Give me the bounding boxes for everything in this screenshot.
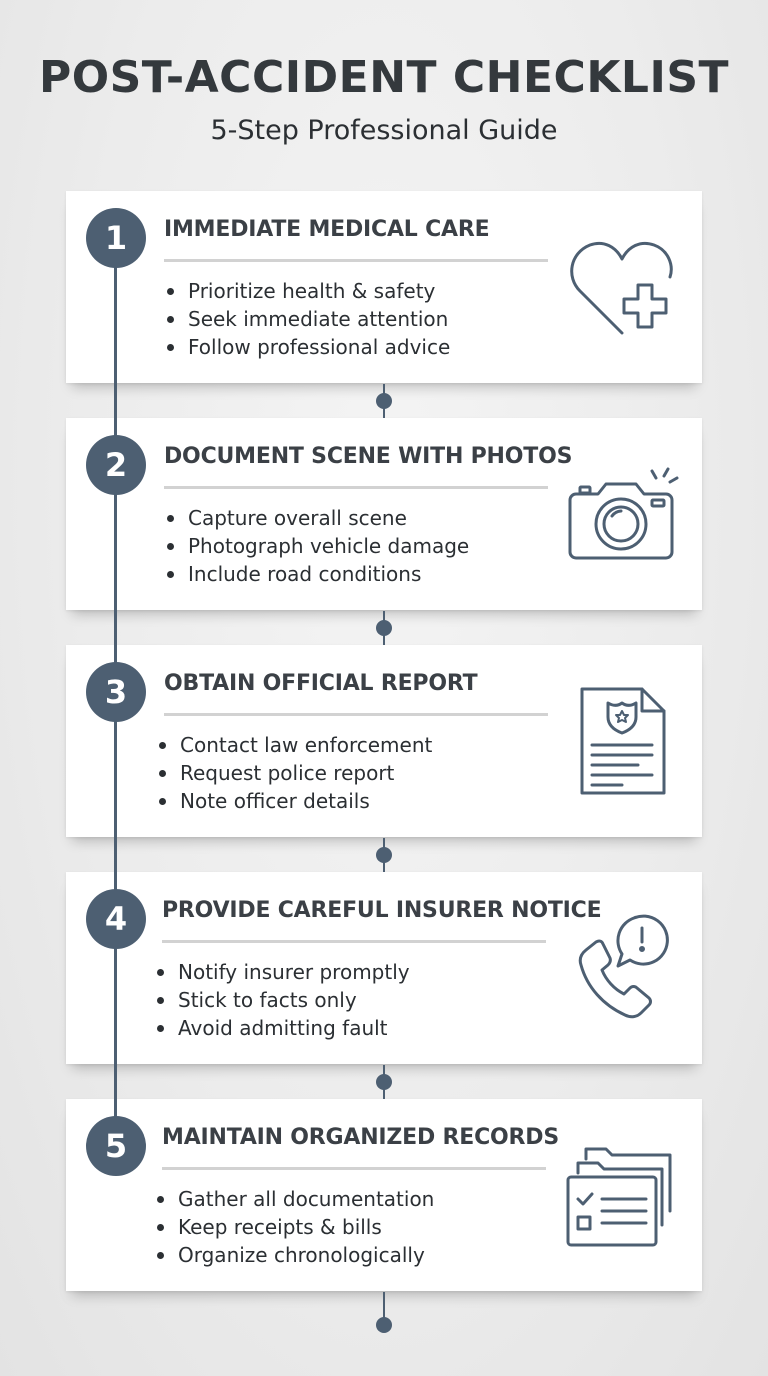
step-number-badge: 2: [86, 435, 146, 495]
list-item: Organize chronologically: [156, 1241, 434, 1269]
page-title: POST-ACCIDENT CHECKLIST: [38, 52, 730, 103]
list-item: Prioritize health & safety: [166, 277, 450, 305]
step-title: OBTAIN OFFICIAL REPORT: [164, 671, 478, 696]
list-item: Photograph vehicle damage: [166, 532, 469, 560]
page-subtitle: 5-Step Professional Guide: [210, 115, 558, 146]
step-card-1: [66, 191, 702, 383]
police-report-icon: [564, 687, 680, 797]
list-item: Include road conditions: [166, 560, 469, 588]
list-item: Contact law enforcement: [158, 731, 432, 759]
step-title: DOCUMENT SCENE WITH PHOTOS: [164, 444, 573, 469]
connector-dot: [376, 1074, 392, 1090]
connector-dot: [376, 620, 392, 636]
bullet-list: [156, 1185, 434, 1269]
list-item: Notify insurer promptly: [156, 958, 410, 986]
divider: [164, 486, 548, 489]
list-item: Keep receipts & bills: [156, 1213, 434, 1241]
phone-alert-icon: [564, 914, 680, 1024]
step-title: PROVIDE CAREFUL INSURER NOTICE: [162, 898, 602, 923]
bullet-list: [158, 731, 432, 815]
step-card-2: [66, 418, 702, 610]
connector-dot: [376, 847, 392, 863]
list-item: Capture overall scene: [166, 504, 469, 532]
connector-dot: [376, 393, 392, 409]
step-card-3: [66, 645, 702, 837]
step-card-4: [66, 872, 702, 1064]
step-number-badge: 5: [86, 1116, 146, 1176]
step-card-5: [66, 1099, 702, 1291]
divider: [164, 259, 548, 262]
folder-checklist-icon: [564, 1141, 680, 1251]
connector-dot: [376, 1317, 392, 1333]
divider: [162, 940, 546, 943]
step-number-badge: 4: [86, 889, 146, 949]
list-item: Follow professional advice: [166, 333, 450, 361]
camera-icon: [564, 460, 680, 570]
divider: [164, 713, 548, 716]
bullet-list: [156, 958, 410, 1042]
step-title: IMMEDIATE MEDICAL CARE: [164, 217, 490, 242]
heart-plus-icon: [564, 233, 680, 343]
step-title: MAINTAIN ORGANIZED RECORDS: [162, 1125, 559, 1150]
list-item: Gather all documentation: [156, 1185, 434, 1213]
list-item: Note officer details: [158, 787, 432, 815]
step-number-badge: 1: [86, 208, 146, 268]
step-number-badge: 3: [86, 662, 146, 722]
list-item: Stick to facts only: [156, 986, 410, 1014]
bullet-list: [166, 277, 450, 361]
divider: [162, 1167, 546, 1170]
list-item: Request police report: [158, 759, 432, 787]
bullet-list: [166, 504, 469, 588]
list-item: Seek immediate attention: [166, 305, 450, 333]
list-item: Avoid admitting fault: [156, 1014, 410, 1042]
